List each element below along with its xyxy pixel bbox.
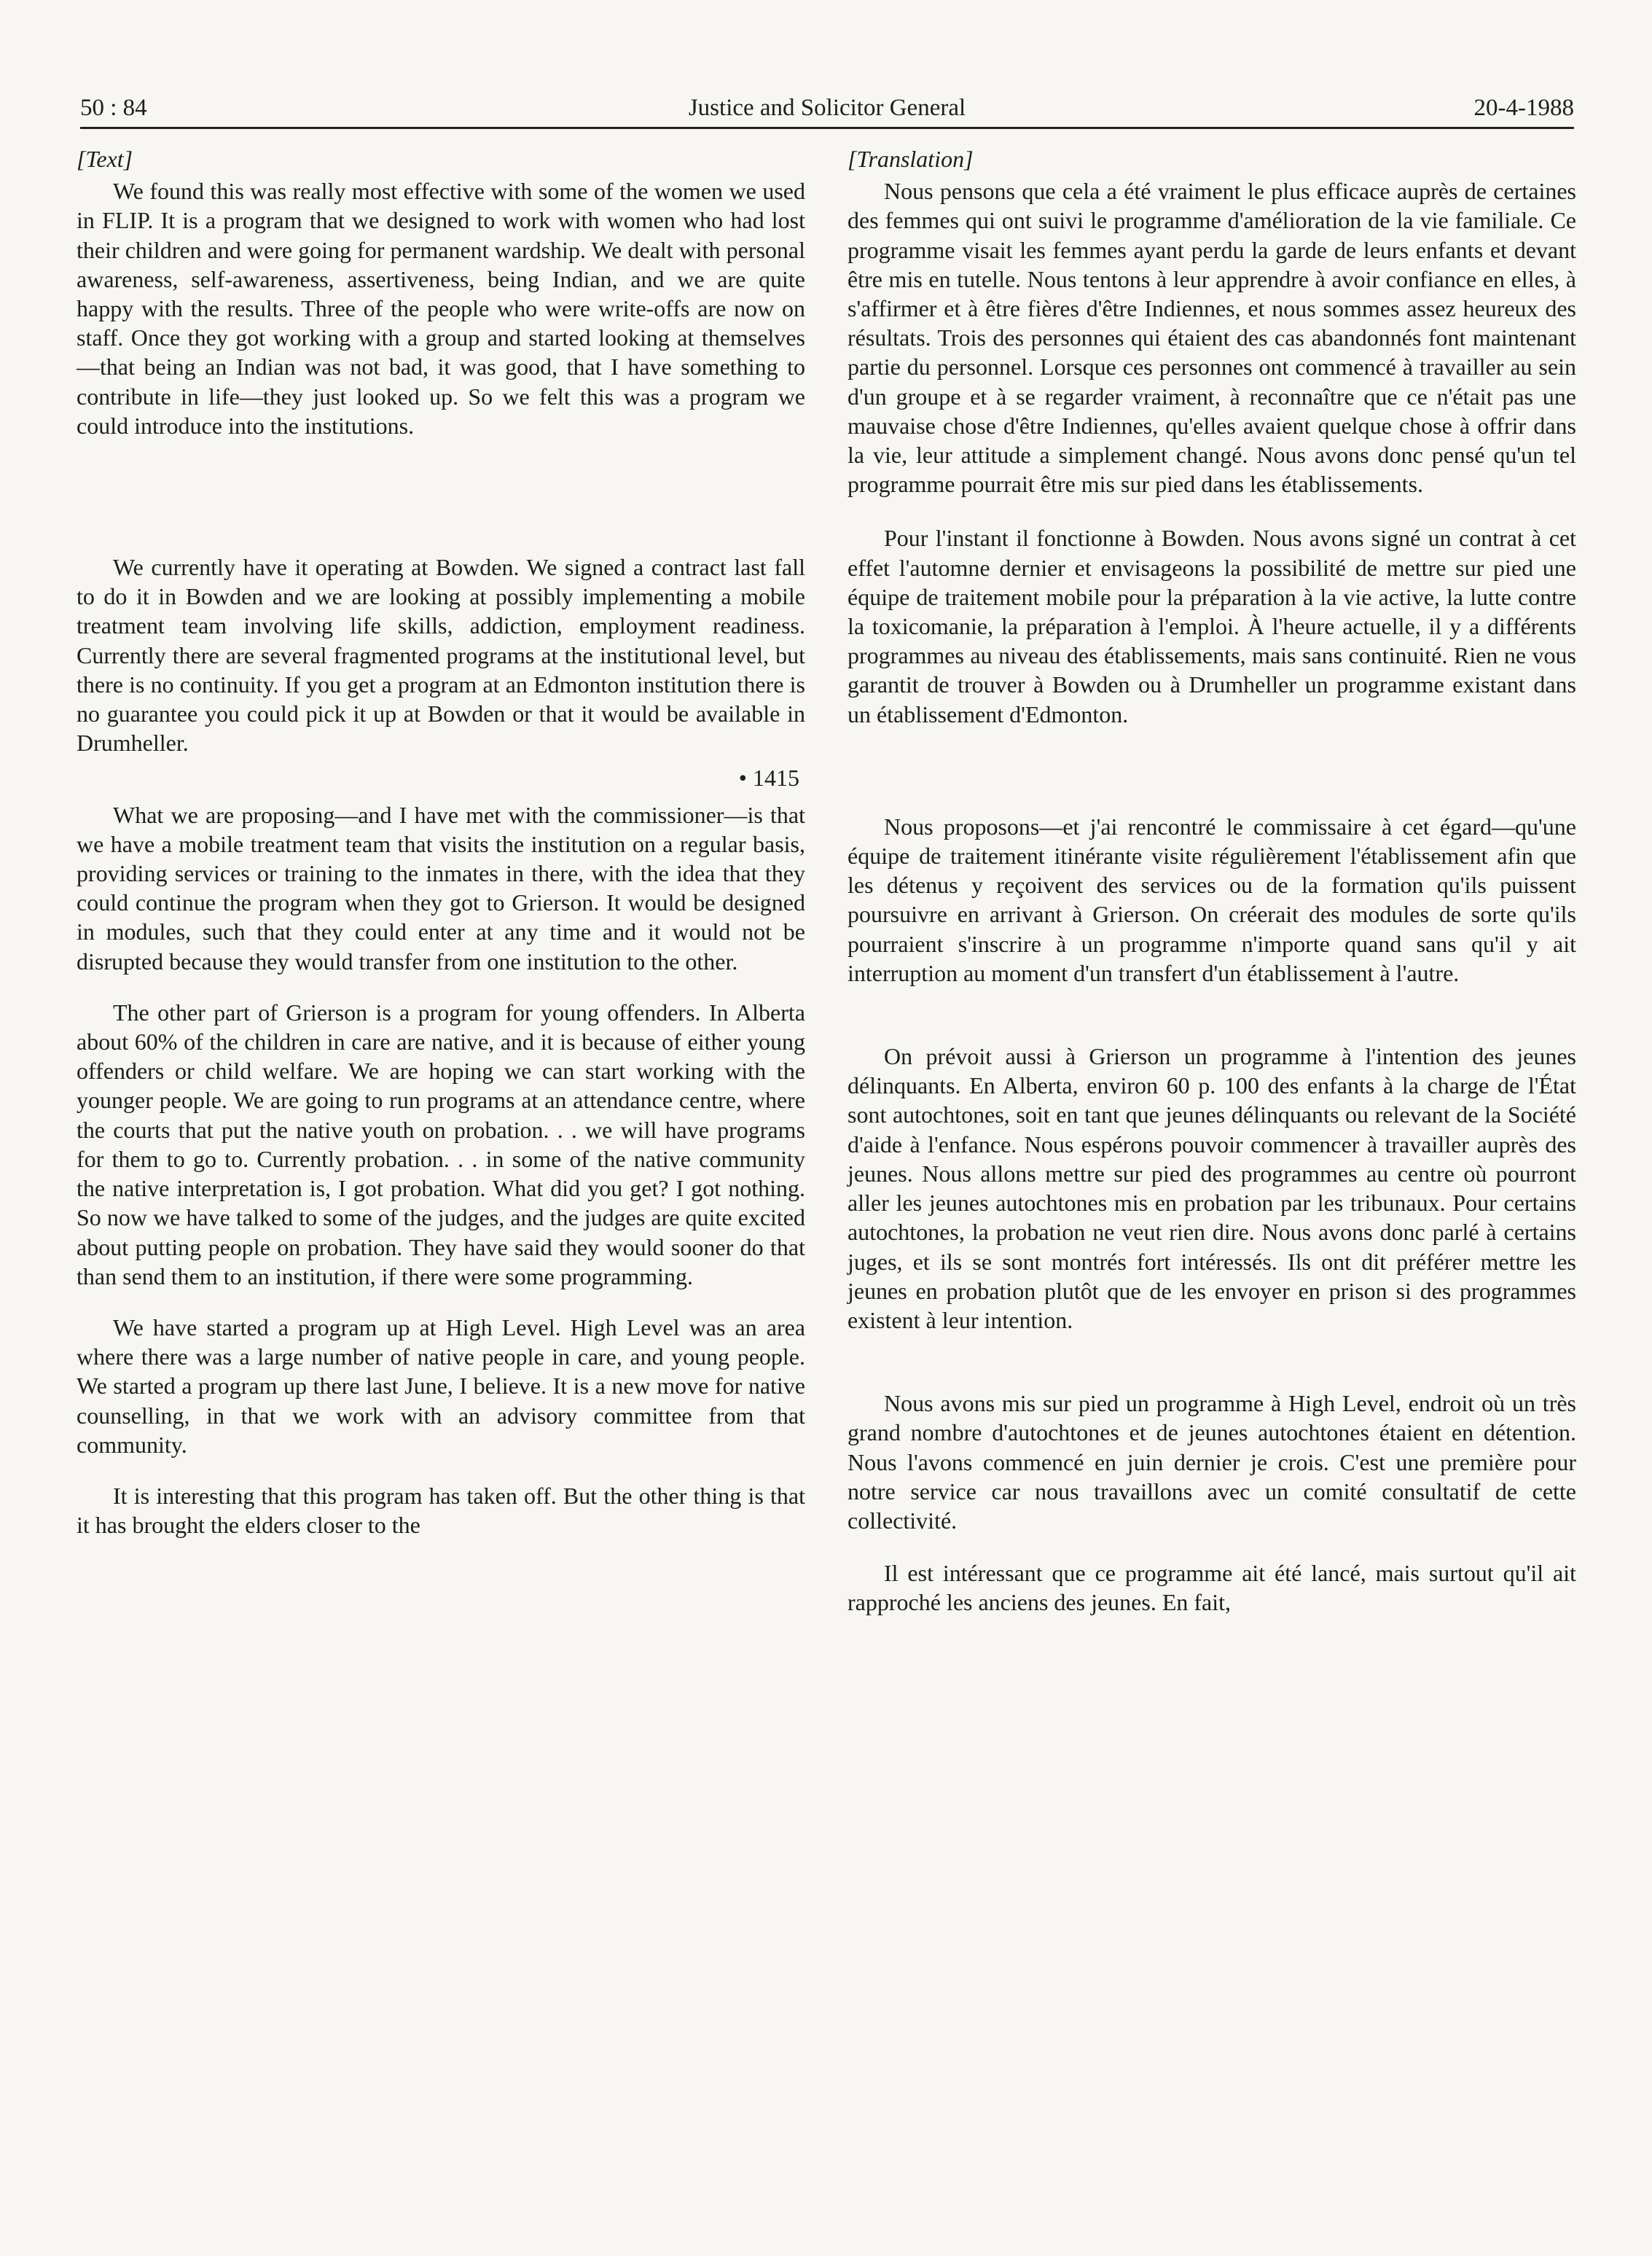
paragraph-fr-5: Nous avons mis sur pied un programme à High Level, endroit où un très grand nombre d'autochtones et de jeunes autochtones étaient en détention. Nous l'avons commencé en juin dernier je crois. C'est une première pour notre service car nous travaillons avec un comité consultatif de cette collectivité. (847, 1390, 1576, 1534)
paragraph-fr-4: On prévoit aussi à Grierson un programme à l'intention des jeunes délinquants. En Alberta, environ 60 p. 100 des enfants à la charge de l'État sont autochtones, soit en tant que jeunes délinquants ou relevant de la Société d'aide à l'enfance. Nous espérons pouvoir commencer à travailler auprès des jeunes. Nous allons mettre sur pied des programmes au centre où pourront aller les jeunes autochtones mis en probation par les tribunaux. Pour certains autochtones, la probation ne veut rien dire. Nous avons donc parlé à certains juges, et ils se sont montrés fort intéressés. Ils ont dit préférer mettre les jeunes en probation plutôt que de les envoyer en prison si des programmes existent à leur intention. (847, 1043, 1576, 1333)
header-rule (80, 127, 1574, 129)
english-text-column (77, 144, 805, 1539)
paragraph-fr-1: Nous pensons que cela a été vraiment le plus efficace auprès de certaines des femmes qui ont suivi le programme d'amélioration de la vie familiale. Ce programme visait les femmes ayant perdu la garde de leurs enfants et devant être mis en tutelle. Nous tentons à leur apprendre à avoir confiance en elles, à s'affirmer et à être fières d'être Indiennes, et nous sommes assez heureux des résultats. Trois des personnes qui étaient des cas abandonnés font maintenant partie du personnel. Lorsque ces personnes ont commencé à travailler au sein d'un groupe et à se regarder vraiment, à reconnaître que ce n'était pas une mauvaise chose d'être Indiennes, qu'elles avaient quelque chose à offrir dans la vie, leur attitude a simplement changé. Nous avons donc pensé qu'un tel programme pourrait être mis sur pied dans les établissements. (847, 178, 1576, 498)
paragraph-fr-2: Pour l'instant il fonctionne à Bowden. Nous avons signé un contrat à cet effet l'automne dernier et envisageons la possibilité de mettre sur pied une équipe de traitement mobile pour la préparation à la vie active, la lutte contre la toxicomanie, la préparation à l'emploi. À l'heure actuelle, il y a différents programmes au niveau des établissements, mais sans continuité. Rien ne vous garantit de trouver à Bowden ou à Drumheller un programme existant dans un établissement d'Edmonton. (847, 525, 1576, 727)
paragraph-en-6: It is interesting that this program has taken off. But the other thing is that it has brought the elders closer to the (77, 1482, 805, 1539)
paragraph-en-2: We currently have it operating at Bowden. We signed a contract last fall to do it in Bowden and we are looking at possibly implementing a mobile treatment team involving life skills, addiction, employment readiness. Currently there are several fragmented programs at the institutional level, but there is no continuity. If you get a program at an Edmonton institution there is no guarantee you could pick it up at Bowden or that it would be available in Drumheller. (77, 554, 805, 757)
paragraph-en-1: We found this was really most effective with some of the women we used in FLIP. It is a program that we designed to work with women who had lost their children and were going for permanent wardship. We dealt with personal awareness, self-awareness, assertiveness, being Indian, and we are quite happy with the results. Three of the people who were write-offs are now on staff. Once they got working with a group and started looking at themselves—that being an Indian was not bad, it was good, that I have something to contribute in life—they just looked up. So we felt this was a program we could introduce into the institutions. (77, 178, 805, 439)
french-translation-column (847, 144, 1576, 1617)
time-marker: • 1415 (738, 765, 799, 792)
paragraph-en-3: What we are proposing—and I have met with the commissioner—is that we have a mobile treatment team that visits the institution on a regular basis, providing services or training to the inmates in there, with the idea that they could continue the program when they got to Grierson. It would be designed in modules, such that they could enter at any time and it would not be disrupted because they would transfer from one institution to the other. (77, 801, 805, 975)
paragraph-fr-6: Il est intéressant que ce programme ait été lancé, mais surtout qu'il ait rapproché les anciens des jeunes. En fait, (847, 1560, 1576, 1616)
translation-label: [Translation] (847, 146, 974, 172)
text-label: [Text] (77, 146, 133, 172)
sitting-date: 20-4-1988 (1473, 95, 1574, 121)
paragraph-fr-3: Nous proposons—et j'ai rencontré le commissaire à cet égard—qu'une équipe de traitement itinérante visite régulièrement l'établissement afin que les détenus y reçoivent des services ou de la formation qu'ils puissent poursuivre en arrivant à Grierson. On créerait des modules de sorte qu'ils pourraient s'inscrire à un programme n'importe quand sans qu'il y ait interruption au moment d'un transfert d'un établissement à l'autre. (847, 813, 1576, 986)
running-head (80, 87, 1574, 128)
page-reference: 50 : 84 (80, 95, 147, 121)
journal-title: Justice and Solicitor General (688, 95, 966, 121)
paragraph-en-5: We have started a program up at High Level. High Level was an area where there was a large number of native people in care, and young people. We started a program up there last June, I believe. It is a new move for native counselling, in that we work with an advisory committee from that community. (77, 1314, 805, 1458)
paragraph-en-4: The other part of Grierson is a program for young offenders. In Alberta about 60% of the children in care are native, and it is because of either young offenders or child welfare. We are hoping we can start working with the younger people. We are going to run programs at an attendance centre, where the courts that put the native youth on probation. . . we will have programs for them to go to. Currently probation. . . in some of the native community the native interpretation is, I got probation. What did you get? I got nothing. So now we have talked to some of the judges, and the judges are quite excited about putting people on probation. They have said they would sooner do that than send them to an institution, if there were some programming. (77, 999, 805, 1289)
